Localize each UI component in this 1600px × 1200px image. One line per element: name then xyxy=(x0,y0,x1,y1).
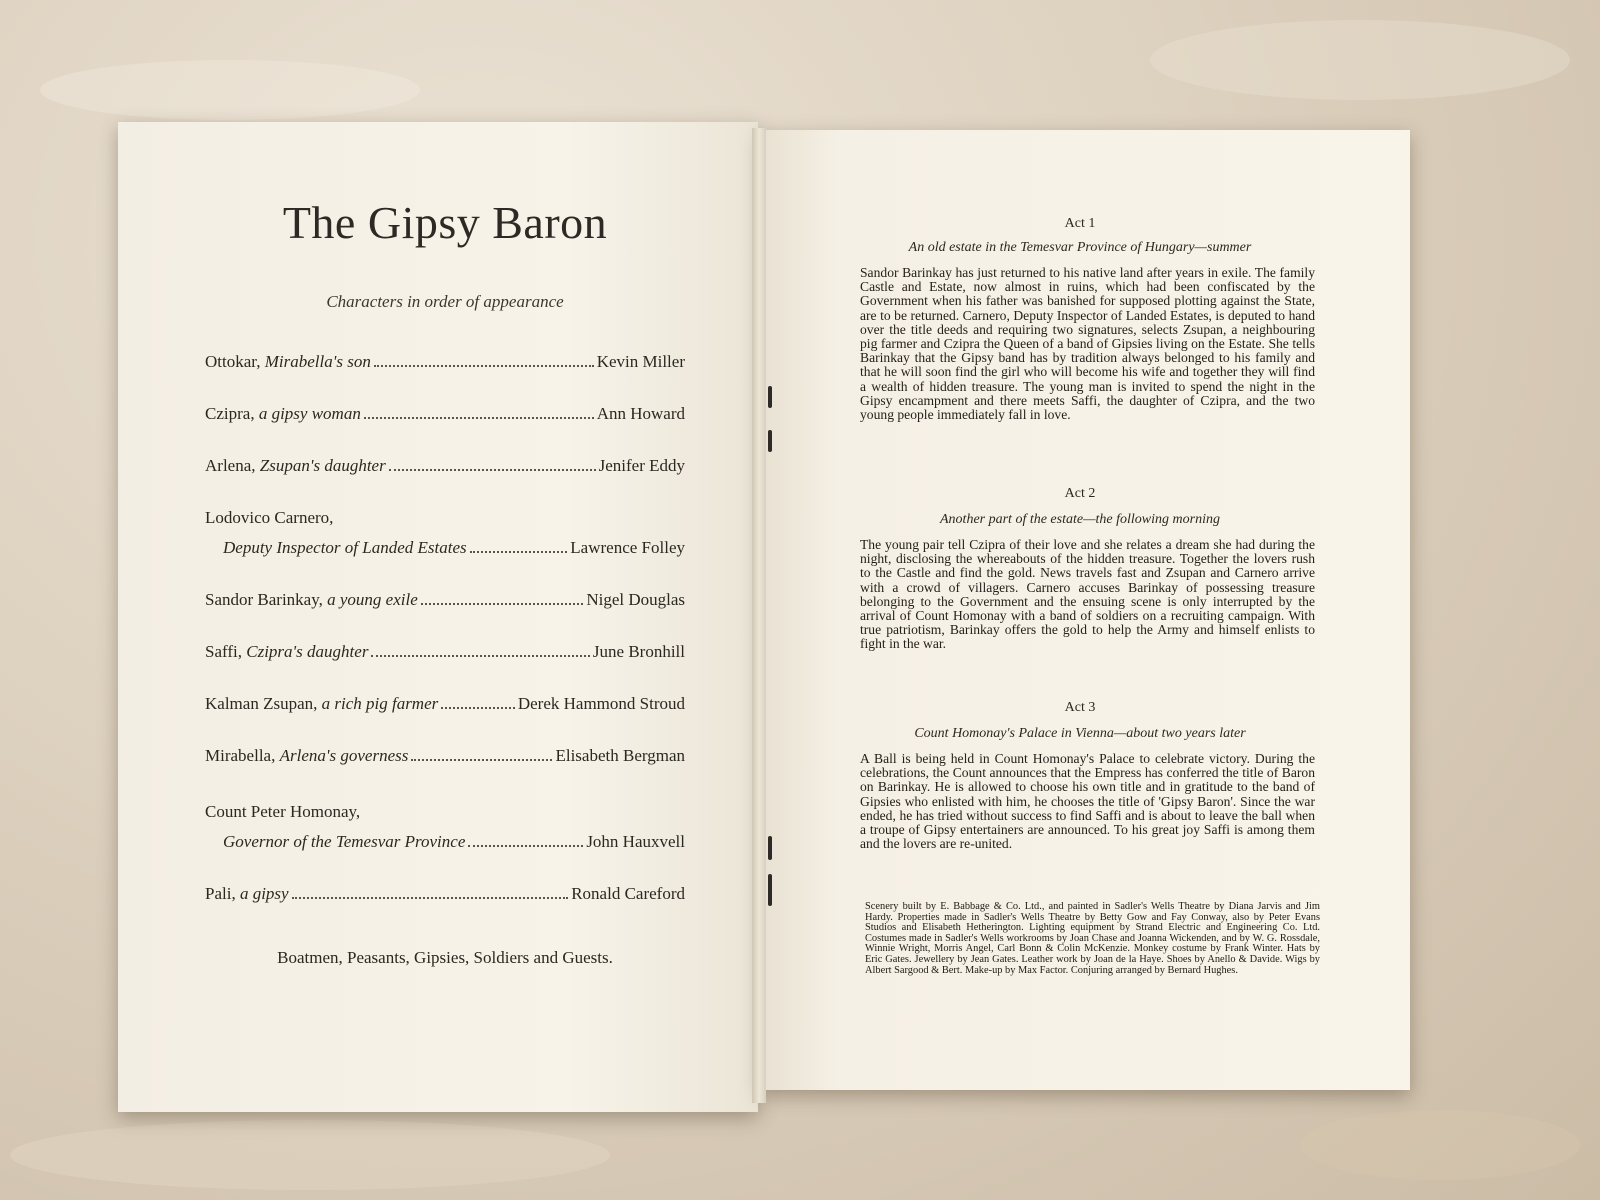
character-description: Zsupan's daughter xyxy=(259,456,386,475)
act-2-heading: Act 2 xyxy=(1064,486,1096,501)
character-description: Czipra's daughter xyxy=(246,642,369,661)
cast-entry-pali xyxy=(205,884,685,904)
cast-entry-arlena xyxy=(205,456,685,476)
character-name: Lodovico Carnero, xyxy=(205,508,334,527)
character-name: Kalman Zsupan, xyxy=(205,694,318,713)
act-1-synopsis: Sandor Barinkay has just returned to his native land after years in exile. The family Castle and Estate, now almost in ruins, which had been confiscated by the Government when his father was banished for supposed plotting against the State, are to be returned. Carnero, Deputy Inspector of Landed Estates, is deputed to hand over the title deeds and requiring two signatures, selects Zsupan, a neighbouring pig farmer and Czipra the Queen of a band of Gipsies living on the Estate. She tells Barinkay that the Gipsy band has by tradition always belonged to his family and that he will soon find the girl who will become his wife and together they will find a wealth of hidden treasure. The young man is invited to spend the night in the Gipsy encampment and there meets Saffi, the daughter of Czipra, and the two young people immediately fall in love. xyxy=(860,265,1315,423)
dot-leader xyxy=(411,758,552,761)
staple xyxy=(768,874,772,906)
dot-leader xyxy=(364,416,594,419)
character-description: a young exile xyxy=(327,590,418,609)
actor-name: Nigel Douglas xyxy=(586,590,685,609)
act-2-setting: Another part of the estate—the following morning xyxy=(940,512,1220,527)
act-1-heading: Act 1 xyxy=(1064,216,1096,231)
actor-name: June Bronhill xyxy=(592,642,685,661)
cast-entry-ottokar xyxy=(205,352,685,372)
actor-name: Elisabeth Bergman xyxy=(555,746,685,765)
cast-entry-mirabella xyxy=(205,746,685,766)
actor-name: Ronald Careford xyxy=(571,884,685,903)
staple xyxy=(768,430,772,452)
character-description: Arlena's governess xyxy=(279,746,409,765)
act-1-setting: An old estate in the Temesvar Province of Hungary—summer xyxy=(908,240,1252,255)
character-description: Deputy Inspector of Landed Estates xyxy=(223,538,467,557)
cast-entry-saffi xyxy=(205,642,685,662)
character-name: Sandor Barinkay, xyxy=(205,590,323,609)
cast-heading: Characters in order of appearance xyxy=(326,292,564,311)
character-description: a gipsy woman xyxy=(258,404,361,423)
dot-leader xyxy=(441,706,515,709)
act-3-heading: Act 3 xyxy=(1064,700,1096,715)
dot-leader xyxy=(421,602,584,605)
actor-name: Ann Howard xyxy=(596,404,685,423)
character-name: Pali, xyxy=(205,884,236,903)
dot-leader xyxy=(292,896,569,899)
dot-leader xyxy=(470,550,568,553)
dot-leader xyxy=(371,654,589,657)
act-3-synopsis: A Ball is being held in Count Homonay's Palace to celebrate victory. During the celebrations, the Count announces that the Empress has conferred the title of Baron on Barinkay. He is allowed to choose his own title and in gratitude to the band of Gipsies who enlisted with him, he chooses the title of 'Gipsy Baron'. Since the war ended, he has tried without success to find Saffi and is about to leave the ball when a troupe of Gipsy entertainers are announced. To his great joy Saffi is among them and the lovers are re-united. xyxy=(860,751,1315,852)
character-description: Governor of the Temesvar Province xyxy=(223,832,466,851)
actor-name: Jenifer Eddy xyxy=(598,456,685,475)
character-name: Czipra, xyxy=(205,404,255,423)
character-description: a gipsy xyxy=(239,884,289,903)
character-name: Arlena, xyxy=(205,456,256,475)
cast-entry-carnero xyxy=(205,538,685,558)
character-name: Count Peter Homonay, xyxy=(205,802,361,821)
character-name: Mirabella, xyxy=(205,746,276,765)
cast-entry-czipra xyxy=(205,404,685,424)
character-name: Ottokar, xyxy=(205,352,261,371)
production-credits: Scenery built by E. Babbage & Co. Ltd., and painted in Sadler's Wells Theatre by Diana Jarvis and Jim Hardy. Properties made in Sadler's Wells Theatre by Betty Gow and Fay Conway, also by Peter Evans Studios and Elisabeth Hetherington. Lighting equipment by Strand Electric and Engineering Co. Ltd. Costumes made in Sadler's Wells workrooms by Joan Chase and Joanna Wickenden, and by W. G. Rossdale, Winnie Wright, Morris Angel, Carl Bonn & Colin McKenzie. Monkey costume by Frank Winter. Hats by Eric Gates. Jewellery by Jean Gates. Leather work by Joan de la Haye. Shoes by Anello & Davide. Wigs by Albert Sargood & Bert. Make-up by Max Factor. Conjuring arranged by Bernard Hughes. xyxy=(865,901,1320,976)
character-name: Saffi, xyxy=(205,642,242,661)
actor-name: Lawrence Folley xyxy=(570,538,685,557)
act-2-synopsis: The young pair tell Czipra of their love and she relates a dream she had during the night, disclosing the whereabouts of the hidden treasure. Together the lovers rush to the Castle and find the gold. News travels fast and Zsupan and Carnero arrive with a crowd of villagers. Carnero accuses Barinkay of possessing treasure belonging to the Government and the ensuing scene is only interrupted by the arrival of Count Homonay with a band of soldiers on a recruiting campaign. With true patriotism, Barinkay offers the gold to help the Army and himself enlists to fight in the war. xyxy=(860,537,1315,652)
cast-entry-homonay xyxy=(205,832,685,852)
dot-leader xyxy=(468,844,583,847)
staple xyxy=(768,836,772,860)
ensemble-line: Boatmen, Peasants, Gipsies, Soldiers and Guests. xyxy=(277,948,613,967)
dot-leader xyxy=(389,468,596,471)
cast-entry-zsupan xyxy=(205,694,685,714)
actor-name: Kevin Miller xyxy=(596,352,685,371)
dot-leader xyxy=(374,364,594,367)
character-description: Mirabella's son xyxy=(264,352,371,371)
staple xyxy=(768,386,772,408)
booklet-spine xyxy=(752,128,766,1103)
programme-title: The Gipsy Baron xyxy=(282,197,608,248)
act-3-setting: Count Homonay's Palace in Vienna—about two years later xyxy=(914,726,1246,741)
actor-name: John Hauxvell xyxy=(586,832,685,851)
character-description: a rich pig farmer xyxy=(321,694,439,713)
actor-name: Derek Hammond Stroud xyxy=(517,694,685,713)
cast-entry-barinkay xyxy=(205,590,685,610)
